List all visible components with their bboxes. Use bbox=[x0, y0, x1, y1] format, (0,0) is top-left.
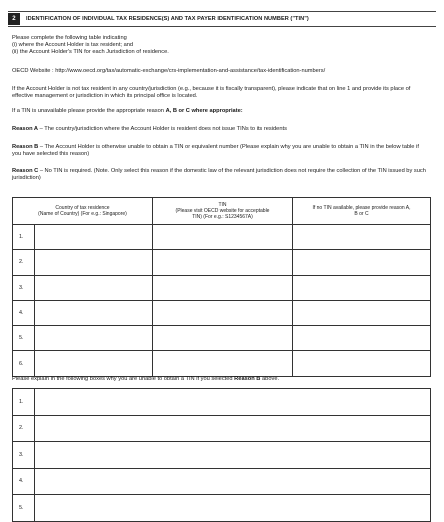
tin-field[interactable] bbox=[153, 250, 293, 275]
table-row bbox=[13, 389, 431, 416]
country-field[interactable] bbox=[35, 351, 153, 376]
explain-note-bold: Reason B bbox=[234, 376, 261, 382]
country-field[interactable] bbox=[35, 250, 153, 275]
reason-field[interactable] bbox=[293, 326, 431, 351]
section-number: 2 bbox=[8, 13, 20, 25]
oecd-website-link[interactable]: OECD Website : http://www.oecd.org/tax/automatic-exchange/crs-implementation-and-assistance/tax-identification-numbers/ bbox=[12, 68, 326, 74]
country-field[interactable] bbox=[35, 275, 153, 300]
table-row bbox=[13, 468, 431, 495]
table-row bbox=[13, 300, 431, 325]
row-number: 4. bbox=[13, 300, 35, 325]
table-row bbox=[13, 495, 431, 522]
reason-a-text: – The country/jurisdiction where the Account Holder is resident does not issue TINs to its residents bbox=[38, 126, 287, 132]
explanation-field[interactable] bbox=[35, 415, 431, 442]
row-number: 5. bbox=[13, 495, 35, 522]
unavailable-note-text: If a TIN is unavailable please provide the appropriate reason bbox=[12, 108, 166, 114]
table-row bbox=[13, 442, 431, 469]
reason-b-label: Reason B bbox=[12, 144, 39, 150]
reason-field[interactable] bbox=[293, 275, 431, 300]
country-field[interactable] bbox=[35, 225, 153, 250]
reason-b-text: – The Account Holder is otherwise unable to obtain a TIN or equivalent number (Please explain why you are unable to obtain a TIN in the below table if you have selected this reason) bbox=[12, 144, 419, 158]
intro-line-1: Please complete the following table indicating bbox=[12, 35, 127, 41]
intro-line-3: (ii) the Account Holder's TIN for each Jurisdiction of residence. bbox=[12, 49, 169, 55]
reason-field[interactable] bbox=[293, 225, 431, 250]
explain-note-suffix: above. bbox=[260, 376, 280, 382]
tin-field[interactable] bbox=[153, 351, 293, 376]
intro-line-2: (i) where the Account Holder is tax resident; and bbox=[12, 42, 134, 48]
section-header bbox=[8, 11, 436, 27]
tin-table bbox=[12, 197, 431, 377]
row-number: 5. bbox=[13, 326, 35, 351]
explanation-table bbox=[12, 388, 431, 522]
table-row bbox=[13, 275, 431, 300]
reason-a bbox=[12, 126, 426, 133]
reason-field[interactable] bbox=[293, 351, 431, 376]
unavailable-note bbox=[12, 108, 243, 115]
explanation-field[interactable] bbox=[35, 468, 431, 495]
country-field[interactable] bbox=[35, 300, 153, 325]
reason-c bbox=[12, 168, 426, 182]
table-row bbox=[13, 351, 431, 376]
header-country: Country of tax residence (Name of Country) (For e.g.: Singapore) bbox=[13, 198, 153, 225]
tin-field[interactable] bbox=[153, 326, 293, 351]
header-tin: TIN (Please visit OECD website for acceptable TIN) (For e.g.: S1234567A) bbox=[153, 198, 293, 225]
section-title: IDENTIFICATION OF INDIVIDUAL TAX RESIDENCE(S) AND TAX PAYER IDENTIFICATION NUMBER ("TIN") bbox=[26, 16, 309, 22]
unavailable-note-bold: A, B or C where appropriate: bbox=[165, 108, 243, 114]
tin-field[interactable] bbox=[153, 275, 293, 300]
reason-field[interactable] bbox=[293, 250, 431, 275]
tin-table-header bbox=[13, 198, 431, 225]
tin-field[interactable] bbox=[153, 300, 293, 325]
reason-b bbox=[12, 144, 426, 158]
country-field[interactable] bbox=[35, 326, 153, 351]
explanation-field[interactable] bbox=[35, 495, 431, 522]
row-number: 1. bbox=[13, 389, 35, 416]
not-resident-note: If the Account Holder is not tax resident in any country/jurisdiction (e.g., because it is fiscally transparent), please indicate that on line 1 and provide its place of effective management or jurisdiction in which its principal office is located. bbox=[12, 86, 411, 100]
row-number: 2. bbox=[13, 250, 35, 275]
tin-field[interactable] bbox=[153, 225, 293, 250]
table-row bbox=[13, 250, 431, 275]
table-row bbox=[13, 415, 431, 442]
explanation-field[interactable] bbox=[35, 389, 431, 416]
explanation-field[interactable] bbox=[35, 442, 431, 469]
row-number: 4. bbox=[13, 468, 35, 495]
row-number: 3. bbox=[13, 275, 35, 300]
explain-note bbox=[12, 376, 279, 383]
reason-a-label: Reason A bbox=[12, 126, 39, 132]
reason-c-text: – No TIN is required. (Note. Only select this reason if the domestic law of the relevant jurisdiction does not require the collection of the TIN issued by such jurisdiction) bbox=[12, 168, 426, 182]
explain-note-text: Please explain in the following boxes why you are unable to obtain a TIN if you selected bbox=[12, 376, 235, 382]
header-no-tin-reason: If no TIN available, please provide reason A, B or C bbox=[293, 198, 431, 225]
table-row bbox=[13, 326, 431, 351]
table-row bbox=[13, 225, 431, 250]
row-number: 3. bbox=[13, 442, 35, 469]
row-number: 6. bbox=[13, 351, 35, 376]
reason-c-label: Reason C bbox=[12, 168, 39, 174]
row-number: 1. bbox=[13, 225, 35, 250]
reason-field[interactable] bbox=[293, 300, 431, 325]
row-number: 2. bbox=[13, 415, 35, 442]
